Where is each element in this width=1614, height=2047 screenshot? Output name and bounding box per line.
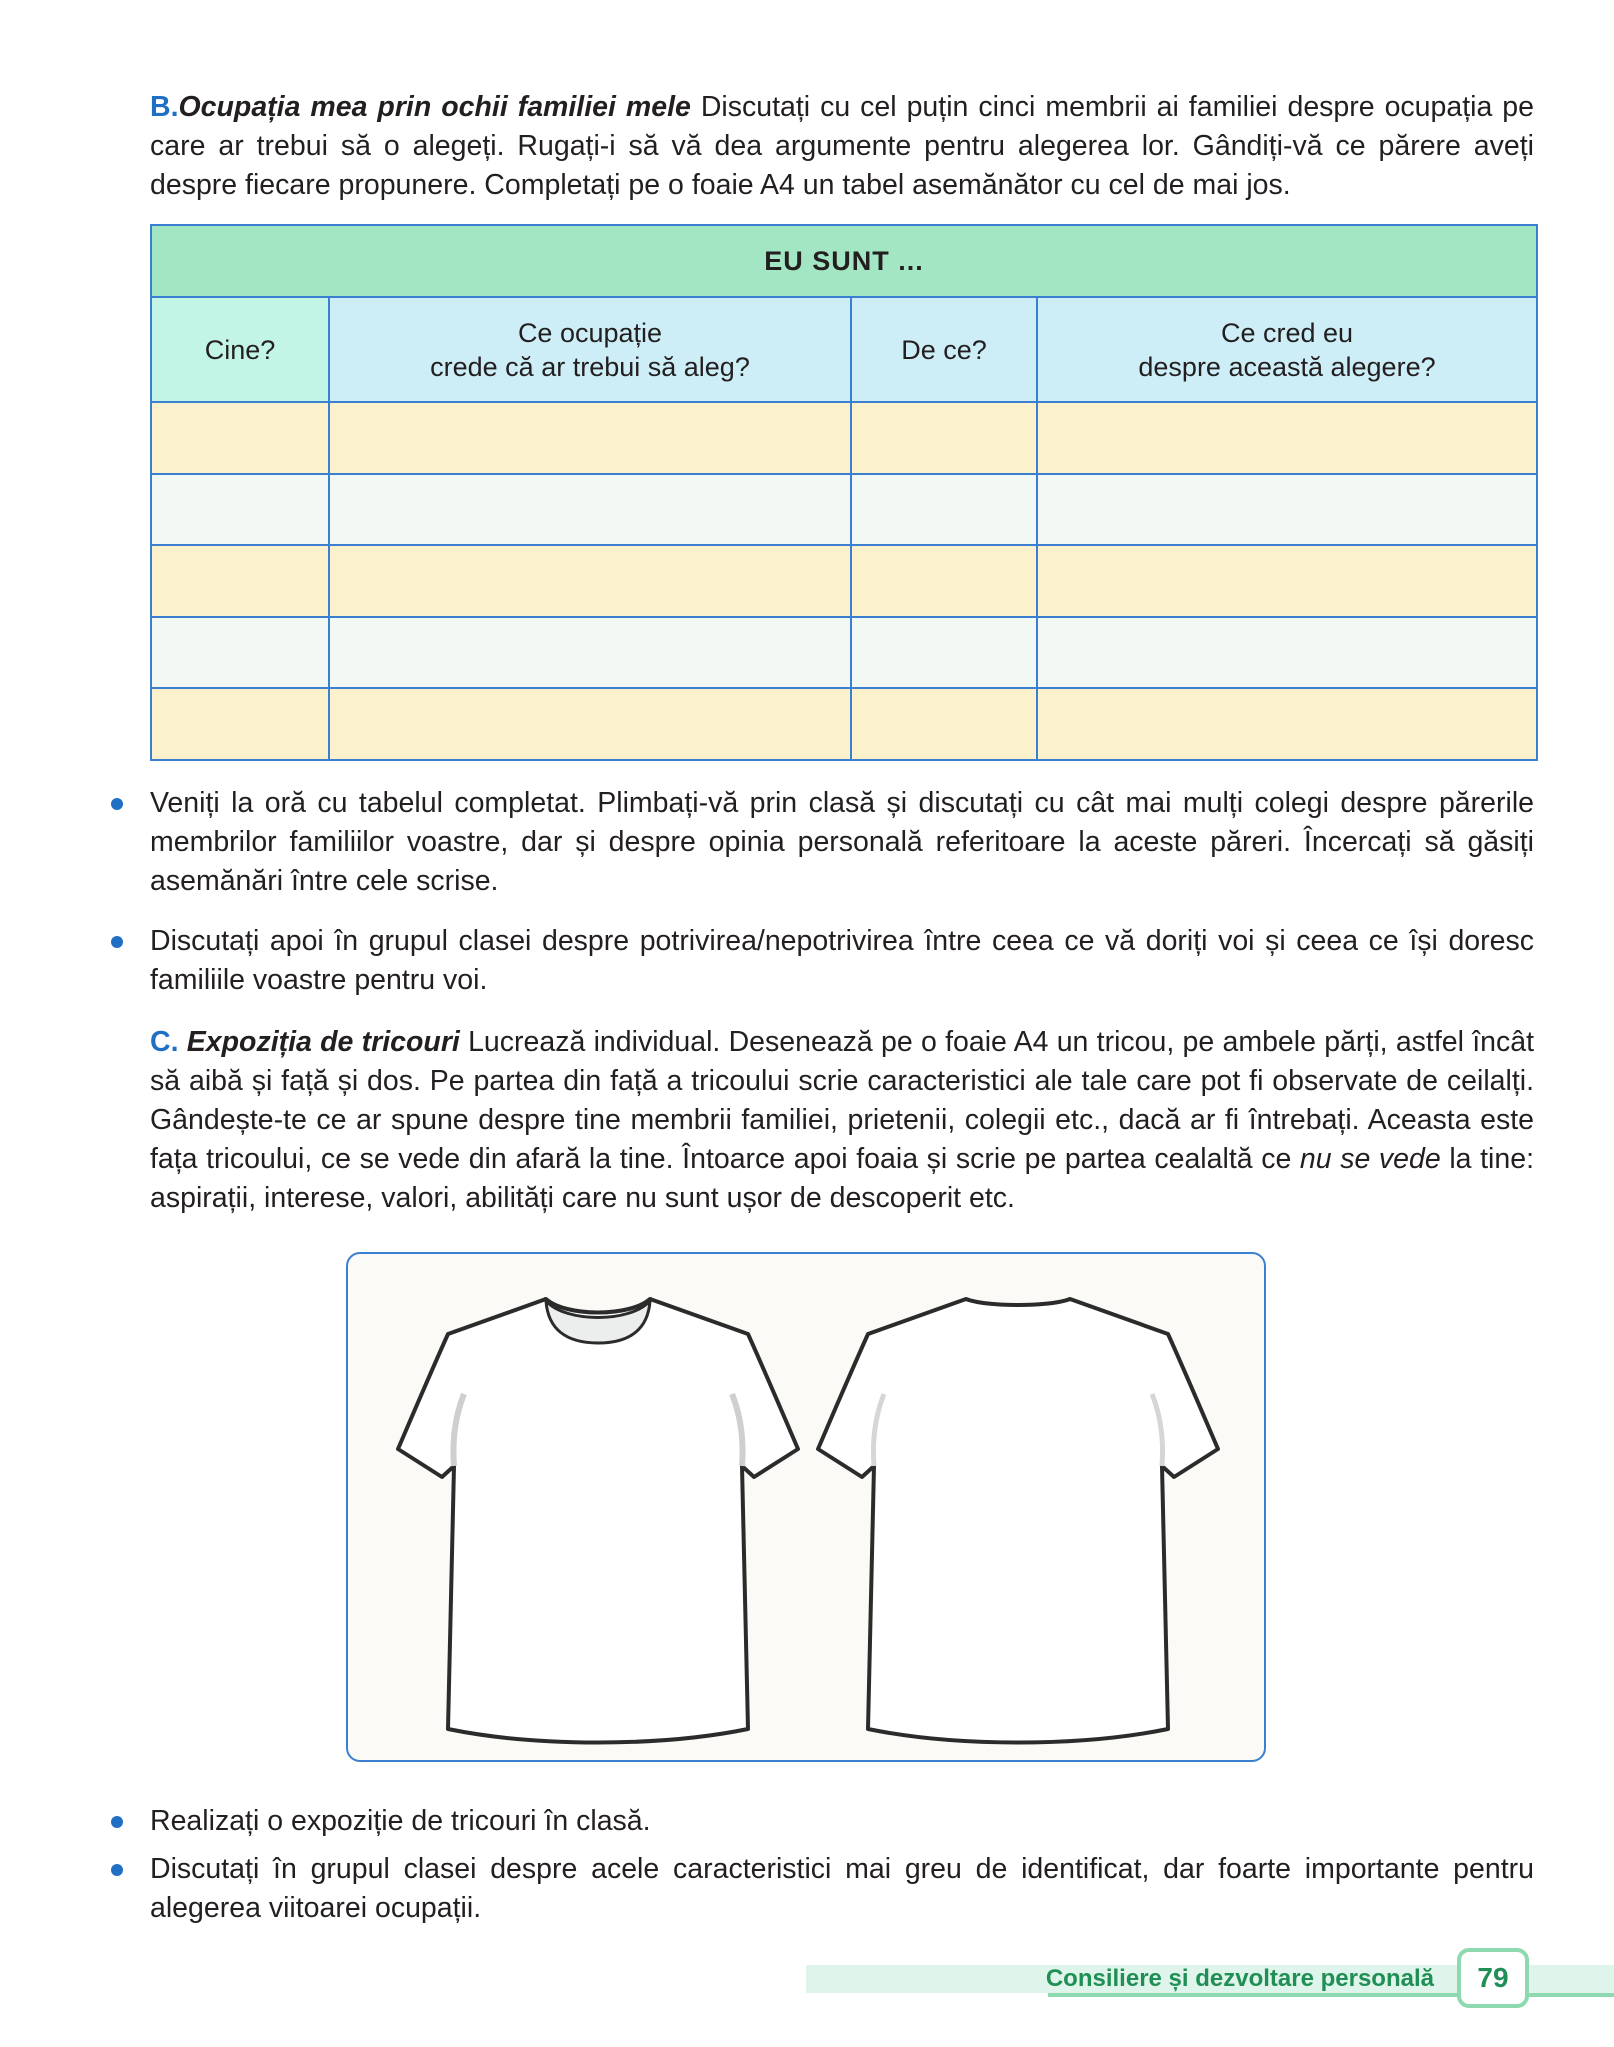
bullet-dot-icon xyxy=(111,1816,123,1828)
section-b-text: Discutați cu cel puțin cinci membrii ai familiei despre ocupația pe care ar trebui să o alegeți. Rugați-i să vă dea argumente pentru alegerea lor. Gândiți-vă ce părere aveți despre fiecare propunere. Completați pe o foaie A4 un tabel asemănător cu cel de mai jos. xyxy=(150,91,1535,201)
bullet-dot-icon xyxy=(111,936,123,948)
bullet-item: Realizați o expoziție de tricouri în clasă. xyxy=(150,1802,1534,1841)
tshirt-back-icon xyxy=(818,1299,1218,1743)
bullet-dot-icon xyxy=(111,798,123,810)
tshirt-illustration-box xyxy=(346,1252,1266,1762)
header-ce-cred-eu: Ce cred eu despre această alegere? xyxy=(1037,297,1537,402)
table-title: EU SUNT ... xyxy=(151,225,1537,297)
bullet-item: Discutați apoi în grupul clasei despre potrivirea/nepotrivirea între ceea ce vă doriți voi și ceea ce își doresc familiile voastre pentru voi. xyxy=(150,922,1534,1000)
table-row xyxy=(151,545,1537,617)
bullet-item: Veniți la oră cu tabelul completat. Plimbați-vă prin clasă și discutați cu cât mai mulți colegi despre părerile membrilor familiilor voastre, dar și despre opinia personală referitoare la aceste păreri. Încercați să găsiți asemănări între cele scrise. xyxy=(150,784,1534,901)
table-row xyxy=(151,617,1537,688)
page-number: 79 xyxy=(1457,1948,1529,2008)
header-de-ce: De ce? xyxy=(851,297,1037,402)
header-cine: Cine? xyxy=(151,297,329,402)
bullet-dot-icon xyxy=(111,1864,123,1876)
table-row xyxy=(151,688,1537,760)
section-b-title: Ocupația mea prin ochii familiei mele xyxy=(178,91,691,123)
bullet-item: Discutați în grupul clasei despre acele caracteristici mai greu de identificat, dar foarte importante pentru alegerea viitoarei ocupații. xyxy=(150,1850,1534,1928)
tshirt-front-icon xyxy=(398,1299,798,1743)
section-b-label: B. xyxy=(150,91,179,123)
section-c-label: C. xyxy=(150,1026,179,1058)
section-c-title: Expoziția de tricouri xyxy=(186,1026,460,1058)
header-ocupatie: Ce ocupație crede că ar trebui să aleg? xyxy=(329,297,851,402)
table-row xyxy=(151,474,1537,545)
eu-sunt-table xyxy=(150,224,1538,761)
table-row xyxy=(151,402,1537,474)
section-b-paragraph xyxy=(150,88,1534,205)
section-c-paragraph: C. Expoziția de tricouri Lucrează individual. Desenează pe o foaie A4 un tricou, pe ambele părți, astfel încât să aibă și față și dos. Pe partea din față a tricoului scrie caracteristici ale tale care pot fi observate de ceilalți. Gândește-te ce ar spune despre tine membrii familiei, prietenii, colegii etc., dacă ar fi întrebați. Aceasta este fața tricoului, ce se vede din afară la tine. Întoarce apoi foaia și scrie pe partea cealaltă ce nu se vede la tine: aspirații, interese, valori, abilități care nu sunt ușor de descoperit etc. xyxy=(150,1026,1534,1214)
footer-subject: Consiliere și dezvoltare personală xyxy=(1045,1965,1434,1992)
